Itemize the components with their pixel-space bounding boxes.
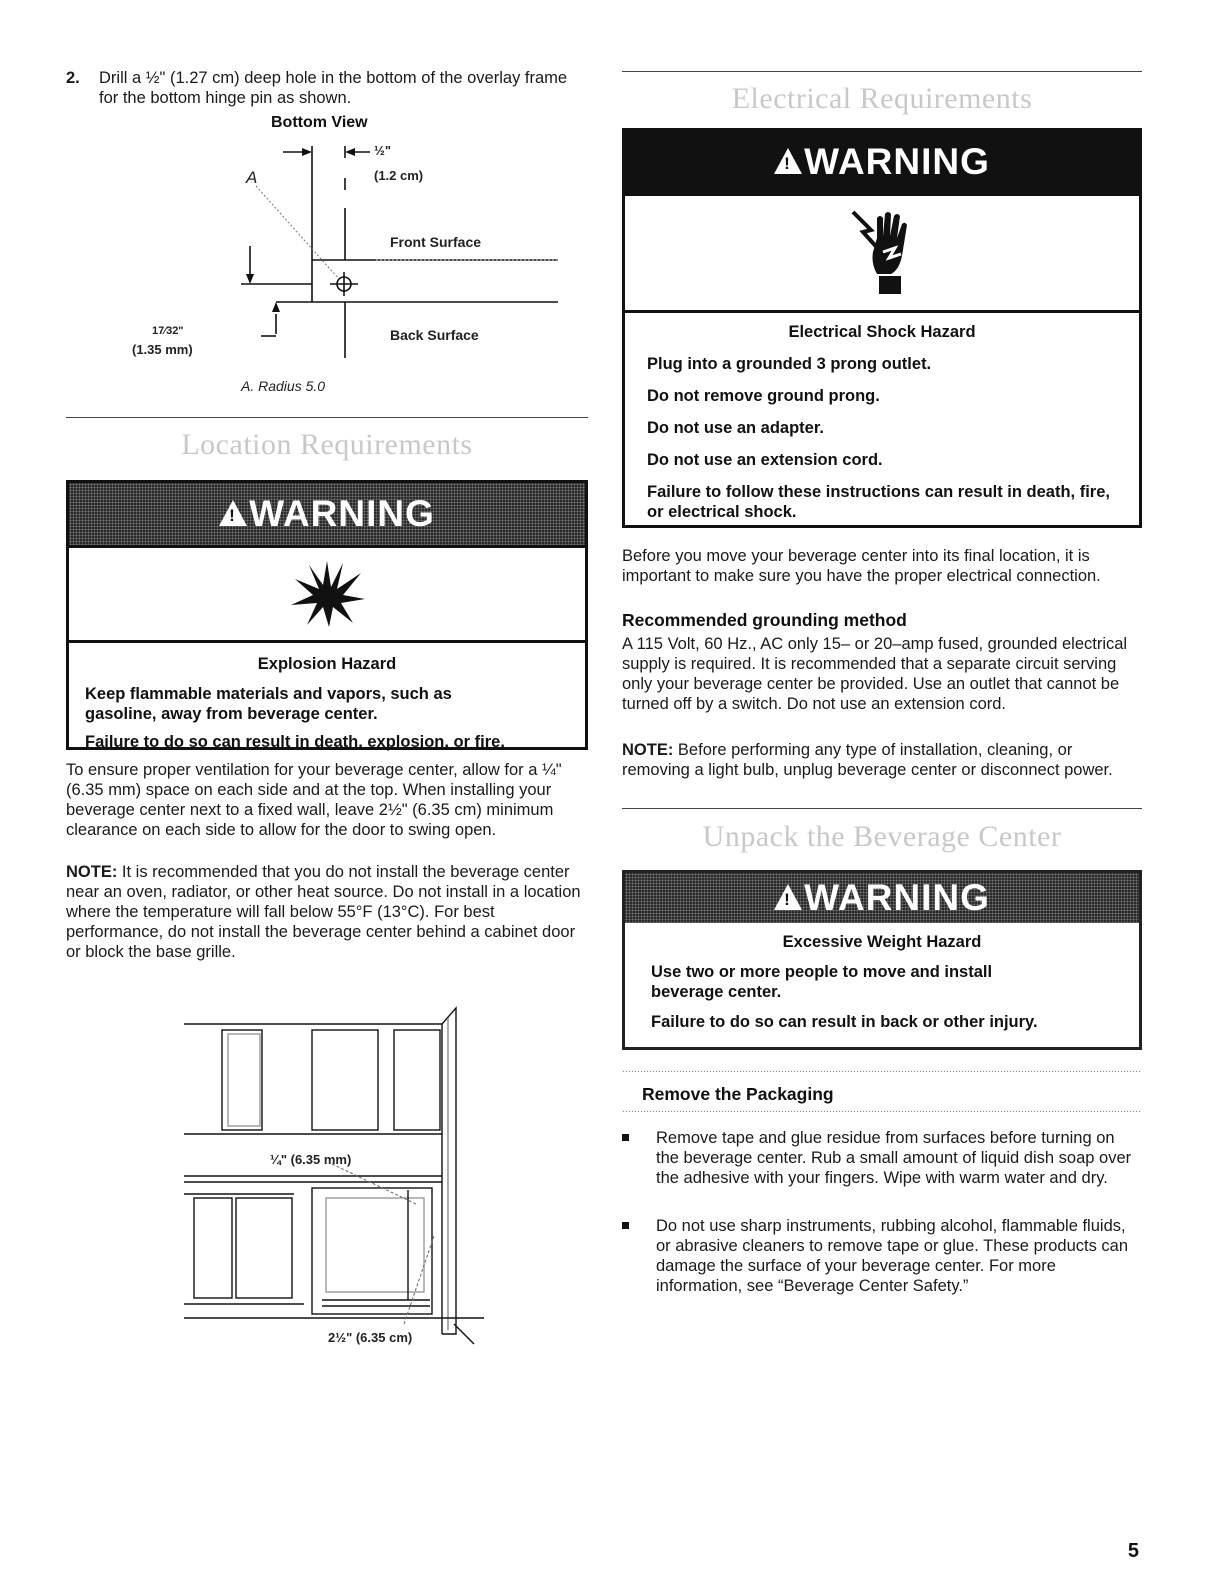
- remove-packaging-subhead: Remove the Packaging: [642, 1084, 834, 1104]
- electrical-section-title: Electrical Requirements: [731, 82, 1033, 115]
- radius-caption: A. Radius 5.0: [241, 378, 326, 394]
- unpack-section-title: Unpack the Beverage Center: [702, 820, 1062, 853]
- fraction-label: 17⁄32": [152, 325, 184, 337]
- electric-shock-hand-icon: [847, 208, 917, 298]
- electrical-note: [622, 740, 1142, 780]
- hazard-title: Explosion Hazard: [257, 655, 397, 673]
- hazard-title: Electrical Shock Hazard: [788, 323, 976, 341]
- quarter-inch-dimension: ¼" (6.35 mm): [270, 1152, 352, 1167]
- warning-word: WARNING: [804, 141, 990, 182]
- explosion-warning-text: [69, 643, 585, 752]
- explosion-warning-box: [66, 480, 588, 750]
- warning-header: [625, 873, 1139, 923]
- location-note: [66, 862, 588, 962]
- ventilation-paragraph: To ensure proper ventilation for your beverage center, allow for a ¼" (6.35 mm) space on each side and at the top. When installing your beverage center next to a fixed wall, leave 2½" (6.35 cm) minimum clearance on each side to allow for the door to swing open.: [66, 761, 562, 839]
- explosion-icon: [287, 559, 367, 629]
- weight-warning-box: [622, 870, 1142, 1050]
- note-label: NOTE:: [66, 863, 118, 881]
- section-divider: [66, 417, 588, 418]
- warning-triangle-icon: [219, 500, 247, 526]
- page-number: 5: [1127, 1540, 1139, 1562]
- half-inch-label: ½": [374, 143, 392, 158]
- label-a: A: [246, 168, 258, 187]
- note-text: It is recommended that you do not install the beverage center near an oven, radiator, or other heat source. Do not install in a location where the temperature will fall below 55°F (13°C). For best performance, do not install the beverage center behind a cabinet door or block the base grille.: [66, 863, 581, 961]
- warning-line-2: Failure to do so can result in death, explosion, or fire.: [85, 733, 505, 751]
- back-surface-label: Back Surface: [390, 327, 479, 343]
- half-cm-label: (1.2 cm): [374, 168, 424, 183]
- hazard-title: Excessive Weight Hazard: [782, 933, 982, 951]
- explosion-icon-area: [69, 545, 585, 643]
- front-surface-label: Front Surface: [390, 234, 482, 250]
- warning-line-3: Do not use an adapter.: [647, 419, 824, 437]
- fraction-mm-label: (1.35 mm): [132, 342, 193, 357]
- location-section-title: Location Requirements: [181, 428, 473, 461]
- note-label: NOTE:: [622, 741, 674, 759]
- electrical-intro-paragraph: Before you move your beverage center into its final location, it is important to make sure you have the proper electrical connection.: [622, 547, 1101, 585]
- warning-word: WARNING: [804, 877, 990, 918]
- warning-line-1: Plug into a grounded 3 prong outlet.: [647, 355, 932, 373]
- bullet-item-2: Do not use sharp instruments, rubbing alcohol, flammable fluids, or abrasive cleaners to remove tape or glue. These products can damage the surface of your beverage center. For more information, see “Beverage Center Safety.”: [622, 1216, 1142, 1296]
- warning-header: [625, 131, 1139, 193]
- subsection-rule: [622, 1070, 1142, 1073]
- bottom-view-diagram: [126, 138, 566, 368]
- weight-warning-text: [625, 923, 1139, 1032]
- section-divider: [622, 71, 1142, 72]
- section-divider: [622, 808, 1142, 809]
- warning-line-5: Failure to follow these instructions can result in death, fire, or electrical shock.: [647, 483, 1110, 521]
- electrical-warning-text: [625, 313, 1139, 522]
- bullet-item-1: Remove tape and glue residue from surfaces before turning on the beverage center. Rub a small amount of liquid dish soap over the adhesive with your fingers. Wipe with warm water and dry.: [622, 1128, 1142, 1188]
- grounding-paragraph: A 115 Volt, 60 Hz., AC only 15– or 20–amp fused, grounded electrical supply is required. It is recommended that a separate circuit serving only your beverage center be provided. Use an outlet that cannot be turned off by a switch. Do not use an extension cord.: [622, 635, 1128, 713]
- warning-line-1: Use two or more people to move and install beverage center.: [651, 963, 993, 1001]
- two-half-inch-dimension: 2½" (6.35 cm): [328, 1330, 413, 1345]
- shock-icon-area: [625, 193, 1139, 313]
- step-text: Drill a ½" (1.27 cm) deep hole in the bottom of the overlay frame for the bottom hinge pin as shown.: [99, 69, 568, 107]
- bottom-view-title: Bottom View: [271, 114, 368, 131]
- warning-triangle-icon: [774, 884, 802, 910]
- warning-line-4: Do not use an extension cord.: [647, 451, 883, 469]
- warning-line-2: Do not remove ground prong.: [647, 387, 880, 405]
- subsection-rule: [622, 1110, 1142, 1113]
- warning-header: [69, 483, 585, 545]
- warning-word: WARNING: [249, 493, 435, 534]
- cabinet-installation-illustration: [184, 1004, 484, 1349]
- note-text: Before performing any type of installation, cleaning, or removing a light bulb, unplug beverage center or disconnect power.: [622, 741, 1113, 779]
- grounding-subhead: Recommended grounding method: [622, 610, 907, 630]
- step-number: 2.: [66, 69, 80, 87]
- step-2: [66, 68, 586, 108]
- electrical-warning-box: [622, 128, 1142, 528]
- warning-line-2: Failure to do so can result in back or other injury.: [651, 1013, 1038, 1031]
- warning-triangle-icon: [774, 148, 802, 174]
- warning-line-1: Keep flammable materials and vapors, such as gasoline, away from beverage center.: [85, 685, 452, 723]
